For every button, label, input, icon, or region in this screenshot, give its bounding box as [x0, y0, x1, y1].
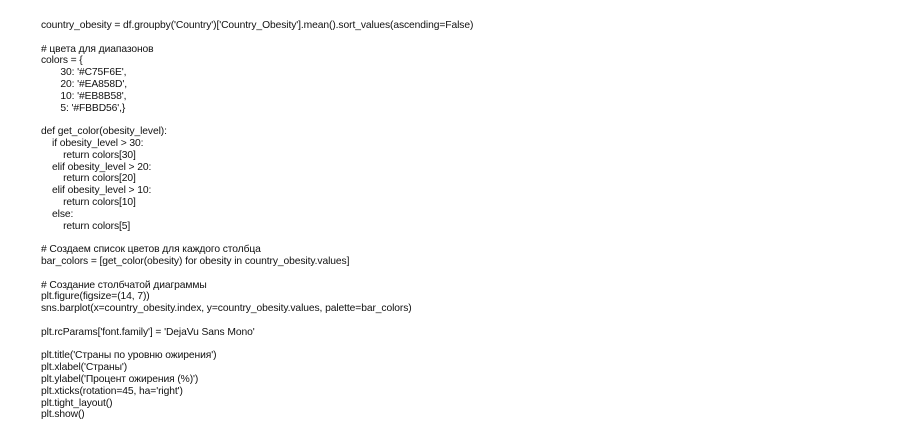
code-line-23: # Создание столбчатой диаграммы: [41, 279, 207, 291]
code-line-13: elif obesity_level > 20:: [41, 161, 152, 173]
code-line-12: return colors[30]: [41, 149, 136, 161]
code-line-4: colors = {: [41, 55, 83, 67]
code-line-30: plt.xlabel('Страны'): [41, 362, 128, 374]
code-line-8: 5: '#FBBD56',}: [41, 102, 126, 114]
code-line-5: 30: '#C75F6E',: [41, 67, 127, 79]
code-line-25: sns.barplot(x=country_obesity.index, y=country_obesity.values, palette=bar_colors): [41, 303, 412, 315]
code-line-34: plt.show(): [41, 409, 85, 421]
code-line-19: [41, 232, 881, 244]
code-line-24: plt.figure(figsize=(14, 7)): [41, 291, 150, 303]
code-line-26: [41, 315, 881, 327]
code-line-16: return colors[10]: [41, 196, 136, 208]
code-line-1: country_obesity = df.groupby('Country')['Country_Obesity'].mean().sort_values(ascending=False): [41, 20, 474, 31]
code-document: [41, 20, 881, 421]
code-line-18: return colors[5]: [41, 220, 131, 232]
code-line-32: plt.xticks(rotation=45, ha='right'): [41, 385, 183, 397]
code-line-7: 10: '#EB8B58',: [41, 90, 127, 102]
code-line-11: if obesity_level > 30:: [41, 137, 144, 149]
code-line-10: def get_color(obesity_level):: [41, 126, 167, 138]
code-line-17: else:: [41, 208, 74, 220]
code-line-33: plt.tight_layout(): [41, 397, 113, 409]
code-line-20: # Создаем список цветов для каждого столбца: [41, 244, 261, 256]
code-line-2: [41, 32, 881, 44]
code-line-14: return colors[20]: [41, 173, 136, 185]
code-line-31: plt.ylabel('Процент ожирения (%)'): [41, 373, 199, 385]
code-line-29: plt.title('Страны по уровню ожирения'): [41, 350, 217, 362]
code-line-6: 20: '#EA858D',: [41, 78, 127, 90]
code-line-9: [41, 114, 881, 126]
code-line-15: elif obesity_level > 10:: [41, 185, 152, 197]
code-line-28: [41, 339, 881, 351]
code-line-22: [41, 268, 881, 280]
code-line-27: plt.rcParams['font.family'] = 'DejaVu Sans Mono': [41, 326, 255, 338]
code-line-3: # цвета для диапазонов: [41, 43, 154, 55]
code-line-21: bar_colors = [get_color(obesity) for obesity in country_obesity.values]: [41, 255, 350, 267]
